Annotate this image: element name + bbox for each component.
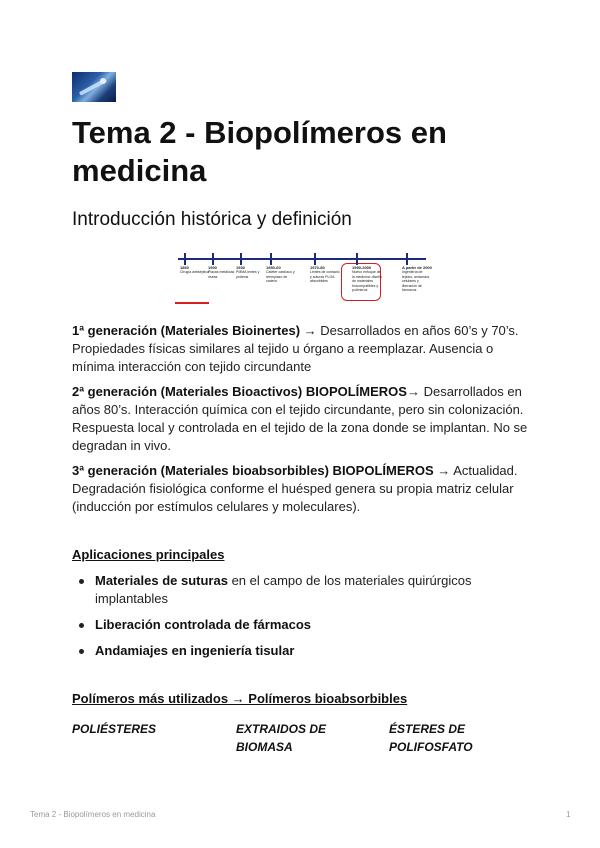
generation-2-label: 2ª generación (Materiales Bioactivos) BIOPOLÍMEROS — [72, 384, 407, 399]
generation-1 — [72, 322, 532, 376]
generation-2 — [72, 383, 532, 455]
page-number: 1 — [566, 810, 571, 819]
timeline-text: Placas metálicas óseas — [208, 270, 235, 279]
timeline-text: Cirugía antiséptica — [180, 270, 209, 275]
timeline-tick — [212, 253, 214, 265]
timeline-label — [208, 266, 238, 279]
timeline-label — [266, 266, 296, 284]
polymer-column-2: EXTRAIDOS DE BIOMASA — [236, 722, 327, 754]
timeline-text: Catéter cardíaco y reemplazo de cadera — [266, 270, 295, 284]
timeline-text: Nuevo enfoque de la medicina: diseño de materiales biocompatibles y polímeros — [352, 270, 382, 293]
timeline-red-mark — [175, 302, 209, 304]
timeline-tick — [270, 253, 272, 265]
arrow-icon: → — [406, 384, 424, 399]
timeline-tick — [240, 253, 242, 265]
header-image — [72, 72, 116, 102]
timeline-tick — [356, 253, 358, 265]
polymers-heading: Polímeros más utilizados → Polímeros bioabsorbibles — [72, 691, 408, 706]
timeline-year: 1860 — [180, 265, 189, 270]
timeline-label — [402, 266, 432, 292]
list-item — [72, 572, 532, 608]
timeline-text: PMMA lentes y prótesis — [236, 270, 260, 279]
list-item — [72, 616, 532, 634]
timeline-year: 1990-2000 — [352, 265, 372, 270]
applications-heading: Aplicaciones principales — [72, 547, 225, 562]
timeline-tick — [406, 253, 408, 265]
timeline-tick — [184, 253, 186, 265]
generation-3-text: Actualidad. Degradación fisiológica conforme el huésped genera su propia matriz celular (inducción por estímulos celulares y moleculares). — [72, 463, 518, 514]
timeline-year: 1950-60 — [266, 265, 281, 270]
footer-title: Tema 2 - Biopolímeros en medicina — [30, 810, 156, 819]
timeline-year: 1930 — [236, 265, 245, 270]
timeline-text: Lentes de contacto y suturas PLGA absorbibles — [310, 270, 340, 284]
timeline-year: 1970-80 — [310, 265, 325, 270]
generation-2-text: Desarrollados en años 80’s. Interacción química con el tejido circundante, pero sin colonización. Respuesta local y controlada en el tejido de la zona donde se implantan. No se degradan in vivo. — [72, 384, 528, 453]
timeline-year: 1900 — [208, 265, 217, 270]
list-item-bold: Liberación controlada de fármacos — [95, 617, 312, 632]
generation-1-text: Desarrollados en años 60’s y 70’s. Propiedades físicas similares al tejido u órgano a reemplazar. Ausencia o mínima interacción con tejido circundante — [72, 323, 519, 374]
timeline-label — [310, 266, 340, 284]
timeline-text: Ingeniería de tejidos, andamios celulares y liberación de fármacos — [402, 270, 430, 293]
page-title: Tema 2 - Biopolímeros en medicina — [72, 115, 447, 188]
list-item-bold: Andamiajes en ingeniería tisular — [95, 643, 295, 658]
arrow-icon: → — [433, 463, 454, 478]
list-item-text: en el campo de los materiales quirúrgicos implantables — [95, 573, 472, 606]
timeline-label — [236, 266, 266, 279]
arrow-icon: → — [300, 323, 321, 338]
list-item-bold: Materiales de suturas — [95, 573, 228, 588]
generation-3 — [72, 462, 532, 516]
polymer-column-3: ÉSTERES DE POLIFOSFATO — [389, 722, 473, 754]
generation-1-label: 1ª generación (Materiales Bioinertes) — [72, 323, 301, 338]
history-timeline — [170, 250, 440, 310]
timeline-tick — [314, 253, 316, 265]
section-heading-intro: Introducción histórica y definición — [72, 209, 352, 230]
timeline-label — [180, 266, 210, 275]
timeline-axis — [178, 258, 426, 260]
polymer-column-1: POLIÉSTERES — [72, 722, 157, 736]
timeline-label — [352, 266, 382, 292]
list-item — [72, 642, 532, 660]
applications-list — [72, 572, 532, 660]
timeline-year: A partir de 2000 — [402, 265, 432, 270]
generation-3-label: 3ª generación (Materiales bioabsorbibles) BIOPOLÍMEROS — [72, 463, 434, 478]
